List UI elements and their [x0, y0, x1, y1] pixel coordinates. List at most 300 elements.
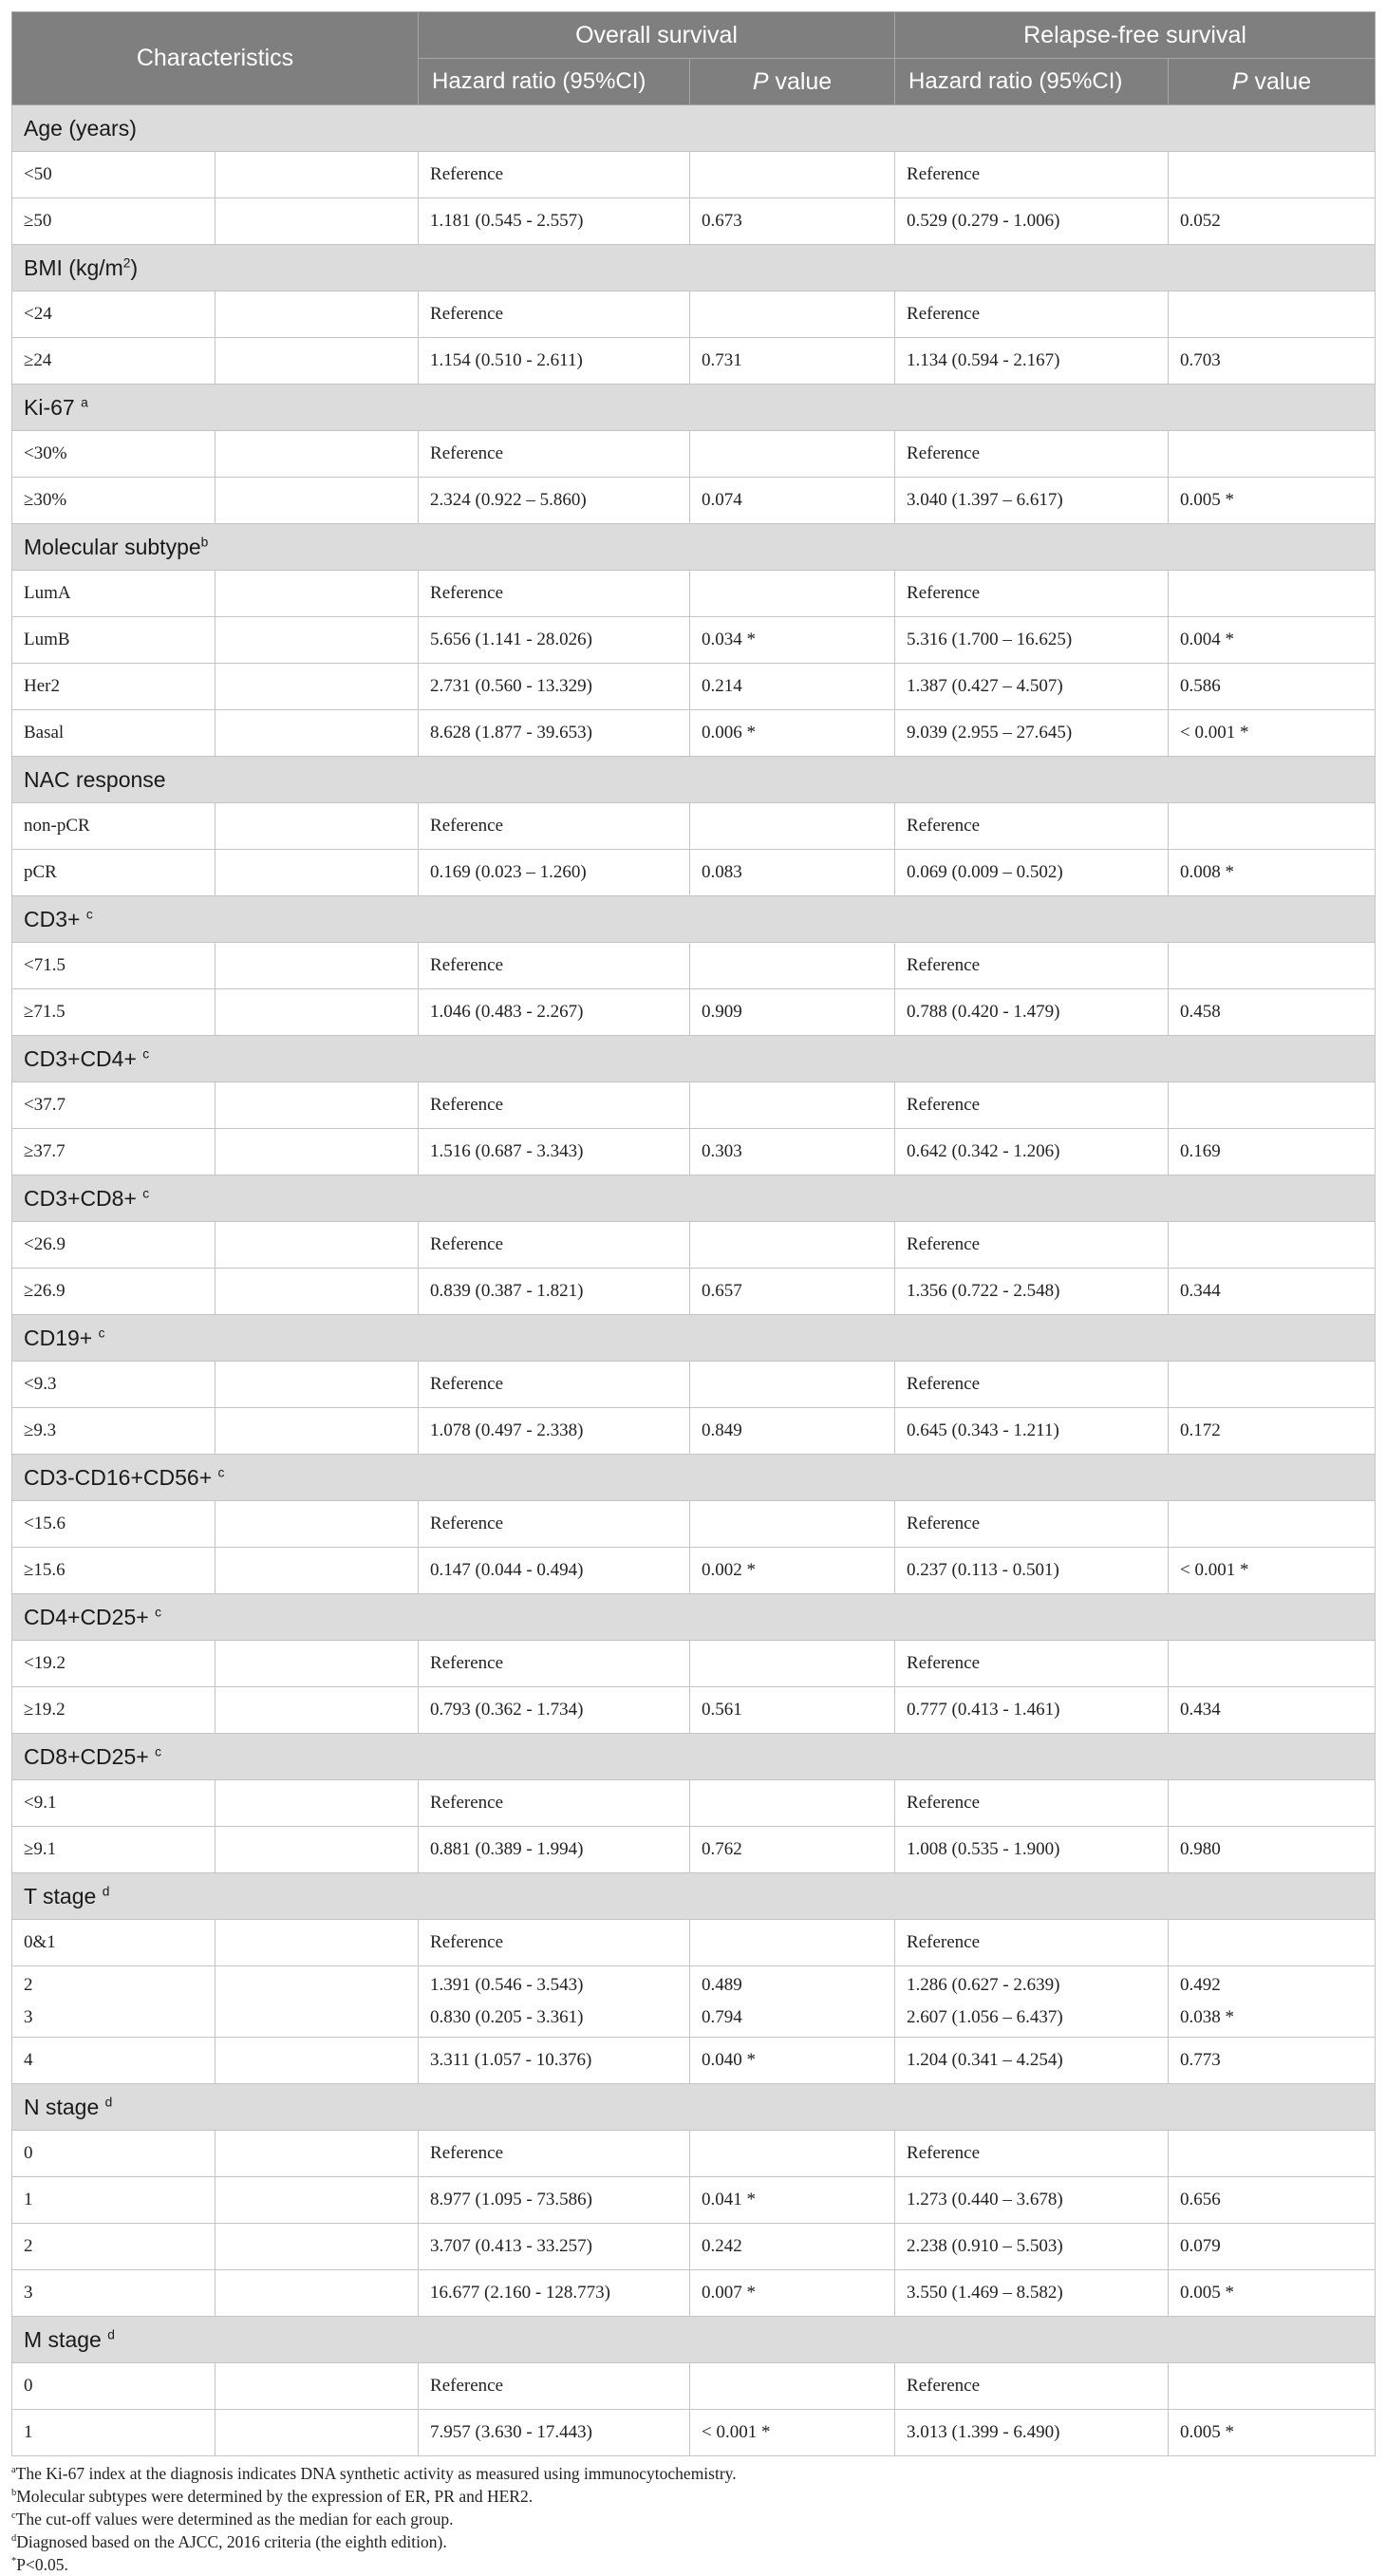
group-label-text: T stage: [24, 1883, 103, 1908]
group-header-row: [12, 757, 1376, 803]
group-header-row: [12, 524, 1376, 571]
os-p-value-cell: 0.731: [690, 338, 895, 385]
os-p-value-cell: 0.303: [690, 1129, 895, 1175]
group-label-superscript: c: [142, 1185, 150, 1200]
group-header-row: [12, 1455, 1376, 1501]
rfs-p-value-cell: 0.980: [1169, 1827, 1376, 1873]
subgroup-cell: ≥15.6: [12, 1548, 215, 1594]
cox-regression-table: [11, 11, 1376, 2456]
subgroup-cell: ≥71.5: [12, 989, 215, 1036]
os-hazard-ratio-cell: 0.881 (0.389 - 1.994): [419, 1827, 690, 1873]
header-relapse-free-survival: Relapse-free survival: [895, 12, 1376, 59]
table-row: [12, 1082, 1376, 1129]
rfs-p-value-cell: 0.703: [1169, 338, 1376, 385]
os-hazard-ratio-cell: Reference: [419, 1362, 690, 1408]
rfs-p-value-cell: 0.005 *: [1169, 2270, 1376, 2317]
group-label-superscript: d: [102, 1883, 110, 1898]
subgroup-cell: 0: [12, 2131, 215, 2177]
os-p-value-cell: 0.561: [690, 1687, 895, 1734]
group-label-text: Age (years): [24, 115, 137, 141]
group-label: [12, 524, 1376, 571]
group-label: [12, 105, 1376, 152]
subgroup-cell: <15.6: [12, 1501, 215, 1548]
rfs-p-value-cell: [1169, 1082, 1376, 1129]
group-label: [12, 1315, 1376, 1362]
group-header-row: [12, 105, 1376, 152]
os-hazard-ratio-cell: Reference: [419, 1920, 690, 1966]
os-hazard-ratio-cell: Reference: [419, 2131, 690, 2177]
os-hazard-ratio-cell: Reference: [419, 803, 690, 850]
empty-cell: [215, 2131, 419, 2177]
group-label-superscript: a: [81, 394, 88, 409]
empty-cell: [215, 431, 419, 478]
rfs-hazard-ratio-cell: 5.316 (1.700 – 16.625): [895, 617, 1169, 664]
group-label-superscript: c: [155, 1604, 161, 1619]
stacked-value: 2: [24, 1975, 33, 1995]
subgroup-cell: 2: [12, 2224, 215, 2270]
os-p-value-cell: 0.242: [690, 2224, 895, 2270]
rfs-p-value-cell: 0.079: [1169, 2224, 1376, 2270]
rfs-hazard-ratio-cell: Reference: [895, 943, 1169, 989]
group-label: [12, 1175, 1376, 1222]
group-header-row: [12, 1873, 1376, 1920]
os-hazard-ratio-cell: 0.169 (0.023 – 1.260): [419, 850, 690, 896]
subgroup-cell: <9.1: [12, 1780, 215, 1827]
group-label-text: NAC response: [24, 766, 166, 792]
subgroup-cell: ≥19.2: [12, 1687, 215, 1734]
header-rfs-hazard-ratio: Hazard ratio (95%CI): [895, 59, 1169, 105]
os-p-value-cell: 0.074: [690, 478, 895, 524]
table-row: [12, 291, 1376, 338]
group-label-superscript: b: [200, 534, 209, 549]
table-row: [12, 2363, 1376, 2410]
os-p-value-cell: 0.041 *: [690, 2177, 895, 2224]
os-p-value-cell: [690, 1641, 895, 1687]
group-label-superscript: c: [98, 1325, 105, 1340]
footnote-text: Molecular subtypes were determined by the expression of ER, PR and HER2.: [16, 2487, 534, 2506]
os-hazard-ratio-cell: Reference: [419, 291, 690, 338]
rfs-p-value-cell: 0.008 *: [1169, 850, 1376, 896]
os-hazard-ratio-cell: 0.793 (0.362 - 1.734): [419, 1687, 690, 1734]
subgroup-cell: 3: [12, 2270, 215, 2317]
footnote-mark: c: [11, 2510, 16, 2522]
os-hazard-ratio-cell: Reference: [419, 152, 690, 198]
subgroup-cell: <19.2: [12, 1641, 215, 1687]
group-label: [12, 2084, 1376, 2131]
subgroup-cell: ≥50: [12, 198, 215, 245]
rfs-hazard-ratio-cell: 0.777 (0.413 - 1.461): [895, 1687, 1169, 1734]
table-row: [12, 152, 1376, 198]
rfs-hazard-ratio-cell: 1.204 (0.341 – 4.254): [895, 2038, 1169, 2084]
table-row: [12, 431, 1376, 478]
rfs-p-value-cell: 0.052: [1169, 198, 1376, 245]
group-label-text: N stage: [24, 2094, 105, 2119]
rfs-hazard-ratio-cell: 0.645 (0.343 - 1.211): [895, 1408, 1169, 1455]
empty-cell: [215, 803, 419, 850]
rfs-hazard-ratio-cell: 1.008 (0.535 - 1.900): [895, 1827, 1169, 1873]
subgroup-cell: [12, 1966, 215, 2038]
rfs-hazard-ratio-cell: Reference: [895, 803, 1169, 850]
os-hazard-ratio-cell: 1.046 (0.483 - 2.267): [419, 989, 690, 1036]
footnote-mark: b: [11, 2488, 17, 2499]
empty-cell: [215, 617, 419, 664]
table-row: [12, 2270, 1376, 2317]
empty-cell: [215, 2410, 419, 2456]
rfs-p-value-cell: < 0.001 *: [1169, 710, 1376, 757]
rfs-hazard-ratio-cell: [895, 1966, 1169, 2038]
empty-cell: [215, 2177, 419, 2224]
empty-cell: [215, 850, 419, 896]
stacked-value: 0.492: [1180, 1975, 1221, 1995]
subgroup-cell: <26.9: [12, 1222, 215, 1269]
empty-cell: [215, 2038, 419, 2084]
os-hazard-ratio-cell: Reference: [419, 943, 690, 989]
group-label-text: Molecular subtype: [24, 534, 201, 559]
group-header-row: [12, 245, 1376, 291]
header-os-p-value: [690, 59, 895, 105]
os-hazard-ratio-cell: 3.311 (1.057 - 10.376): [419, 2038, 690, 2084]
rfs-p-value-cell: 0.005 *: [1169, 478, 1376, 524]
subgroup-cell: ≥24: [12, 338, 215, 385]
p-letter: P: [1231, 67, 1248, 95]
group-label-text: BMI (kg/m: [24, 254, 123, 280]
table-row: [12, 1501, 1376, 1548]
empty-cell: [215, 152, 419, 198]
rfs-p-value-cell: [1169, 1501, 1376, 1548]
os-hazard-ratio-cell: 7.957 (3.630 - 17.443): [419, 2410, 690, 2456]
os-p-value-cell: < 0.001 *: [690, 2410, 895, 2456]
footnote-mark: d: [11, 2533, 17, 2545]
stacked-value: 0.830 (0.205 - 3.361): [430, 2007, 584, 2027]
os-p-value-cell: [690, 803, 895, 850]
os-p-value-cell: [690, 2131, 895, 2177]
table-row: [12, 478, 1376, 524]
footnote: [11, 2508, 1375, 2530]
os-p-value-cell: [690, 1501, 895, 1548]
subgroup-cell: LumA: [12, 571, 215, 617]
rfs-p-value-cell: [1169, 1641, 1376, 1687]
rfs-p-value-cell: 0.586: [1169, 664, 1376, 710]
os-p-value-cell: 0.006 *: [690, 710, 895, 757]
rfs-hazard-ratio-cell: 3.013 (1.399 - 6.490): [895, 2410, 1169, 2456]
group-label-superscript: c: [217, 1464, 225, 1479]
group-label: [12, 757, 1376, 803]
os-p-value-cell: [690, 1780, 895, 1827]
group-label: [12, 1594, 1376, 1641]
empty-cell: [215, 1920, 419, 1966]
subgroup-cell: 0&1: [12, 1920, 215, 1966]
empty-cell: [215, 2270, 419, 2317]
group-label-text: M stage: [24, 2326, 108, 2352]
empty-cell: [215, 1408, 419, 1455]
os-p-value-cell: [690, 1966, 895, 2038]
os-p-value-cell: [690, 431, 895, 478]
rfs-hazard-ratio-cell: Reference: [895, 1082, 1169, 1129]
rfs-hazard-ratio-cell: 0.237 (0.113 - 0.501): [895, 1548, 1169, 1594]
group-label: [12, 1036, 1376, 1082]
footnote: [11, 2530, 1375, 2553]
header-os-hazard-ratio: Hazard ratio (95%CI): [419, 59, 690, 105]
table-body: [12, 105, 1376, 2456]
empty-cell: [215, 198, 419, 245]
os-hazard-ratio-cell: 3.707 (0.413 - 33.257): [419, 2224, 690, 2270]
os-hazard-ratio-cell: 16.677 (2.160 - 128.773): [419, 2270, 690, 2317]
subgroup-cell: <30%: [12, 431, 215, 478]
footnote-mark: *: [11, 2556, 17, 2567]
table-row: [12, 664, 1376, 710]
rfs-p-value-cell: 0.458: [1169, 989, 1376, 1036]
table-footnotes: [11, 2462, 1375, 2576]
os-hazard-ratio-cell: 1.078 (0.497 - 2.338): [419, 1408, 690, 1455]
table-row: [12, 571, 1376, 617]
table-header: [12, 12, 1376, 105]
stacked-value: 3: [24, 2007, 33, 2027]
os-hazard-ratio-cell: 1.181 (0.545 - 2.557): [419, 198, 690, 245]
subgroup-cell: <9.3: [12, 1362, 215, 1408]
footnote-text: Diagnosed based on the AJCC, 2016 criteria (the eighth edition).: [16, 2532, 447, 2551]
subgroup-cell: 0: [12, 2363, 215, 2410]
footnote-text: The Ki-67 index at the diagnosis indicates DNA synthetic activity as measured using immunocytochemistry.: [15, 2464, 737, 2483]
rfs-hazard-ratio-cell: 2.238 (0.910 – 5.503): [895, 2224, 1169, 2270]
rfs-hazard-ratio-cell: Reference: [895, 431, 1169, 478]
subgroup-cell: ≥26.9: [12, 1269, 215, 1315]
table-row: [12, 1687, 1376, 1734]
subgroup-cell: 1: [12, 2410, 215, 2456]
rfs-p-value-cell: 0.773: [1169, 2038, 1376, 2084]
group-label-text: CD8+CD25+: [24, 1743, 156, 1769]
rfs-hazard-ratio-cell: 1.134 (0.594 - 2.167): [895, 338, 1169, 385]
os-hazard-ratio-cell: 8.628 (1.877 - 39.653): [419, 710, 690, 757]
empty-cell: [215, 1687, 419, 1734]
os-p-value-cell: 0.849: [690, 1408, 895, 1455]
os-p-value-cell: [690, 152, 895, 198]
rfs-hazard-ratio-cell: Reference: [895, 571, 1169, 617]
os-p-value-cell: [690, 2363, 895, 2410]
footnote-mark: a: [11, 2465, 16, 2476]
rfs-p-value-cell: 0.169: [1169, 1129, 1376, 1175]
group-header-row: [12, 896, 1376, 943]
os-p-value-cell: 0.083: [690, 850, 895, 896]
empty-cell: [215, 338, 419, 385]
empty-cell: [215, 1501, 419, 1548]
empty-cell: [215, 1082, 419, 1129]
group-label-superscript: 2: [122, 254, 131, 270]
table-row: [12, 2410, 1376, 2456]
os-hazard-ratio-cell: [419, 1966, 690, 2038]
rfs-p-value-cell: < 0.001 *: [1169, 1548, 1376, 1594]
group-label: [12, 385, 1376, 431]
empty-cell: [215, 291, 419, 338]
empty-cell: [215, 1129, 419, 1175]
rfs-hazard-ratio-cell: 1.387 (0.427 – 4.507): [895, 664, 1169, 710]
subgroup-cell: Basal: [12, 710, 215, 757]
subgroup-cell: <71.5: [12, 943, 215, 989]
table-row: [12, 1362, 1376, 1408]
os-hazard-ratio-cell: Reference: [419, 1082, 690, 1129]
p-word: value: [768, 67, 833, 95]
subgroup-cell: pCR: [12, 850, 215, 896]
os-p-value-cell: 0.214: [690, 664, 895, 710]
empty-cell: [215, 943, 419, 989]
group-label-text: CD3+CD4+: [24, 1045, 143, 1071]
rfs-hazard-ratio-cell: 0.069 (0.009 – 0.502): [895, 850, 1169, 896]
rfs-p-value-cell: [1169, 1222, 1376, 1269]
stacked-value: 0.489: [702, 1975, 742, 1995]
os-hazard-ratio-cell: Reference: [419, 2363, 690, 2410]
rfs-p-value-cell: [1169, 152, 1376, 198]
rfs-hazard-ratio-cell: Reference: [895, 1641, 1169, 1687]
group-label: [12, 1455, 1376, 1501]
empty-cell: [215, 2224, 419, 2270]
empty-cell: [215, 1362, 419, 1408]
os-p-value-cell: [690, 571, 895, 617]
rfs-p-value-cell: [1169, 943, 1376, 989]
table-row: [12, 1920, 1376, 1966]
group-header-row: [12, 1036, 1376, 1082]
subgroup-cell: LumB: [12, 617, 215, 664]
os-p-value-cell: 0.762: [690, 1827, 895, 1873]
os-hazard-ratio-cell: 0.839 (0.387 - 1.821): [419, 1269, 690, 1315]
p-letter: P: [752, 67, 769, 95]
empty-cell: [215, 1269, 419, 1315]
os-hazard-ratio-cell: Reference: [419, 1501, 690, 1548]
group-label: [12, 1734, 1376, 1780]
os-hazard-ratio-cell: 1.154 (0.510 - 2.611): [419, 338, 690, 385]
table-row: [12, 1641, 1376, 1687]
rfs-hazard-ratio-cell: 0.788 (0.420 - 1.479): [895, 989, 1169, 1036]
table-row: [12, 2224, 1376, 2270]
subgroup-cell: <24: [12, 291, 215, 338]
rfs-hazard-ratio-cell: Reference: [895, 2131, 1169, 2177]
os-p-value-cell: 0.909: [690, 989, 895, 1036]
rfs-hazard-ratio-cell: 3.550 (1.469 – 8.582): [895, 2270, 1169, 2317]
rfs-hazard-ratio-cell: Reference: [895, 1222, 1169, 1269]
group-label-superscript: d: [104, 2094, 113, 2109]
table-row: [12, 850, 1376, 896]
table-row: [12, 943, 1376, 989]
empty-cell: [215, 1548, 419, 1594]
os-hazard-ratio-cell: Reference: [419, 1222, 690, 1269]
os-p-value-cell: 0.002 *: [690, 1548, 895, 1594]
os-p-value-cell: 0.040 *: [690, 2038, 895, 2084]
table-row: [12, 1129, 1376, 1175]
subgroup-cell: <50: [12, 152, 215, 198]
header-characteristics: Characteristics: [12, 12, 419, 105]
os-p-value-cell: [690, 1222, 895, 1269]
empty-cell: [215, 478, 419, 524]
group-header-row: [12, 2084, 1376, 2131]
subgroup-cell: non-pCR: [12, 803, 215, 850]
survival-table-container: [11, 11, 1375, 2576]
table-row: [12, 198, 1376, 245]
header-overall-survival: Overall survival: [419, 12, 895, 59]
empty-cell: [215, 1966, 419, 2038]
table-row: [12, 989, 1376, 1036]
empty-cell: [215, 1827, 419, 1873]
table-row: [12, 803, 1376, 850]
os-hazard-ratio-cell: Reference: [419, 571, 690, 617]
stacked-value: 1.286 (0.627 - 2.639): [907, 1975, 1060, 1995]
os-p-value-cell: [690, 1082, 895, 1129]
table-row: [12, 1269, 1376, 1315]
os-hazard-ratio-cell: Reference: [419, 431, 690, 478]
subgroup-cell: ≥37.7: [12, 1129, 215, 1175]
os-hazard-ratio-cell: 0.147 (0.044 - 0.494): [419, 1548, 690, 1594]
group-label-text: CD3+CD8+: [24, 1185, 143, 1211]
os-p-value-cell: 0.657: [690, 1269, 895, 1315]
table-row: [12, 1548, 1376, 1594]
os-p-value-cell: 0.007 *: [690, 2270, 895, 2317]
os-hazard-ratio-cell: 1.516 (0.687 - 3.343): [419, 1129, 690, 1175]
group-label: [12, 245, 1376, 291]
group-label: [12, 2317, 1376, 2363]
header-rfs-p-value: [1169, 59, 1376, 105]
rfs-p-value-cell: 0.344: [1169, 1269, 1376, 1315]
rfs-hazard-ratio-cell: 1.273 (0.440 – 3.678): [895, 2177, 1169, 2224]
rfs-hazard-ratio-cell: Reference: [895, 1501, 1169, 1548]
rfs-hazard-ratio-cell: Reference: [895, 152, 1169, 198]
rfs-p-value-cell: 0.172: [1169, 1408, 1376, 1455]
subgroup-cell: ≥9.1: [12, 1827, 215, 1873]
table-row: [12, 338, 1376, 385]
footnote-text: The cut-off values were determined as the median for each group.: [15, 2510, 454, 2529]
table-row: [12, 1966, 1376, 2038]
rfs-hazard-ratio-cell: 9.039 (2.955 – 27.645): [895, 710, 1169, 757]
empty-cell: [215, 1222, 419, 1269]
table-row: [12, 2131, 1376, 2177]
empty-cell: [215, 2363, 419, 2410]
rfs-p-value-cell: [1169, 1920, 1376, 1966]
group-label: [12, 1873, 1376, 1920]
group-label-text: CD3-CD16+CD56+: [24, 1464, 218, 1490]
footnote: [11, 2485, 1375, 2508]
table-row: [12, 2177, 1376, 2224]
stacked-value: 2.607 (1.056 – 6.437): [907, 2007, 1063, 2027]
os-p-value-cell: 0.673: [690, 198, 895, 245]
rfs-hazard-ratio-cell: Reference: [895, 1920, 1169, 1966]
subgroup-cell: 1: [12, 2177, 215, 2224]
os-p-value-cell: [690, 943, 895, 989]
rfs-p-value-cell: [1169, 571, 1376, 617]
table-row: [12, 1222, 1376, 1269]
group-label-superscript: c: [85, 906, 93, 921]
os-hazard-ratio-cell: 8.977 (1.095 - 73.586): [419, 2177, 690, 2224]
rfs-p-value-cell: [1169, 1966, 1376, 2038]
rfs-hazard-ratio-cell: Reference: [895, 291, 1169, 338]
os-hazard-ratio-cell: 2.731 (0.560 - 13.329): [419, 664, 690, 710]
empty-cell: [215, 989, 419, 1036]
os-p-value-cell: [690, 1920, 895, 1966]
group-label-superscript: c: [155, 1743, 161, 1758]
rfs-hazard-ratio-cell: 0.529 (0.279 - 1.006): [895, 198, 1169, 245]
rfs-hazard-ratio-cell: 0.642 (0.342 - 1.206): [895, 1129, 1169, 1175]
subgroup-cell: ≥9.3: [12, 1408, 215, 1455]
group-label-suffix: ): [130, 254, 139, 280]
subgroup-cell: <37.7: [12, 1082, 215, 1129]
rfs-p-value-cell: [1169, 1780, 1376, 1827]
table-row: [12, 1408, 1376, 1455]
empty-cell: [215, 664, 419, 710]
subgroup-cell: 4: [12, 2038, 215, 2084]
os-hazard-ratio-cell: Reference: [419, 1641, 690, 1687]
subgroup-cell: ≥30%: [12, 478, 215, 524]
rfs-hazard-ratio-cell: Reference: [895, 1362, 1169, 1408]
os-hazard-ratio-cell: 2.324 (0.922 – 5.860): [419, 478, 690, 524]
p-word: value: [1247, 67, 1312, 95]
rfs-p-value-cell: 0.004 *: [1169, 617, 1376, 664]
subgroup-cell: Her2: [12, 664, 215, 710]
group-label-text: CD3+: [24, 906, 86, 931]
